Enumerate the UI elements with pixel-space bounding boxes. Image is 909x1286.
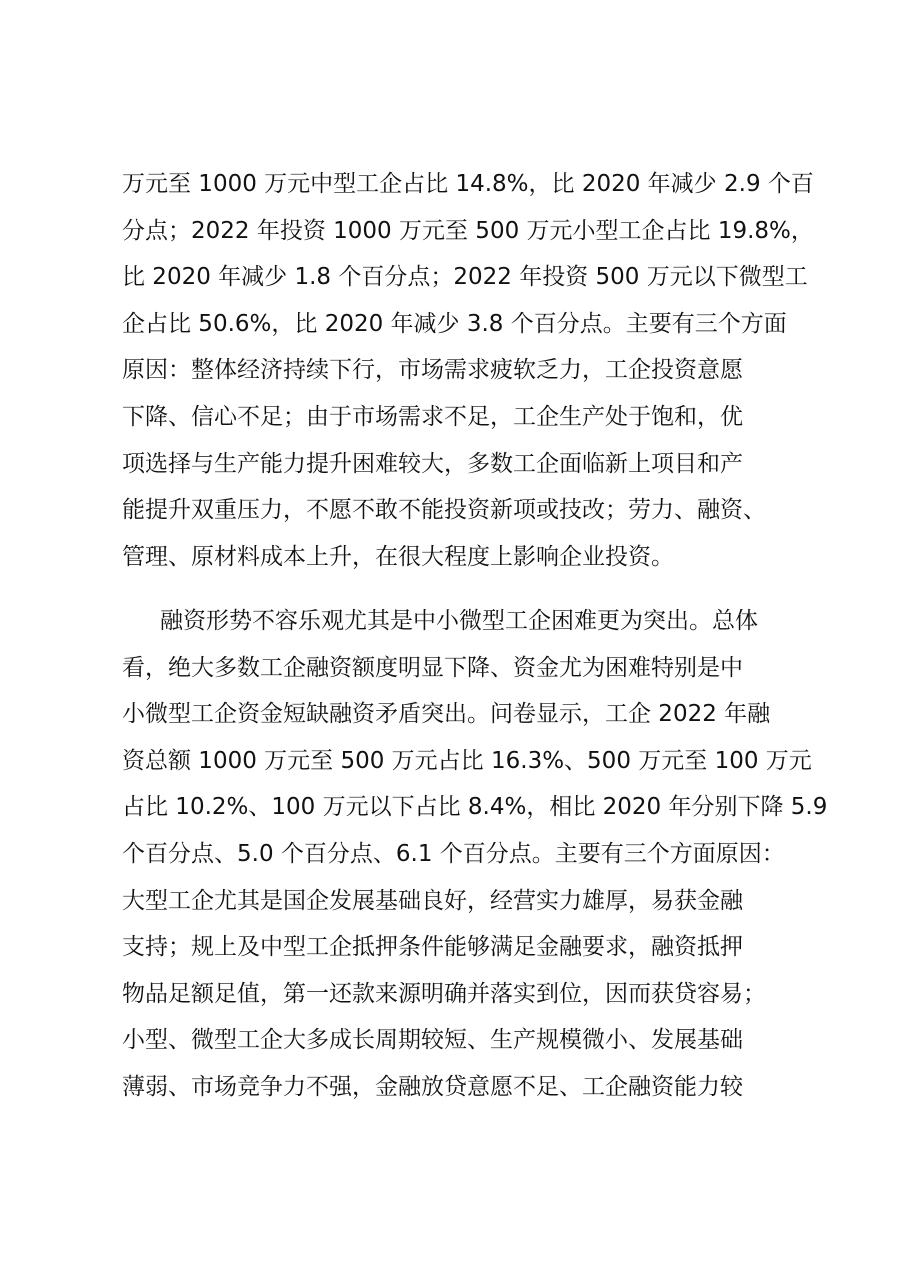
text-line: 资总额 1000 万元至 500 万元占比 16.3%、500 万元至 100 万元: [122, 747, 812, 774]
paragraph-investment: [122, 161, 812, 580]
text-line: 个百分点、5.0 个百分点、6.1 个百分点。主要有三个方面原因：: [122, 840, 785, 867]
text-line: 分点；2022 年投资 1000 万元至 500 万元小型工企占比 19.8%，: [122, 217, 814, 244]
text-line: 下降、信心不足；由于市场需求不足，工企生产处于饱和，优: [122, 403, 743, 430]
text-line: 融资形势不容乐观尤其是中小微型工企困难更为突出。总体: [160, 608, 758, 634]
text-line: 占比 10.2%、100 万元以下占比 8.4%，相比 2020 年分别下降 5.9: [122, 794, 828, 821]
text-line: 支持；规上及中型工企抵押条件能够满足金融要求，融资抵押: [122, 934, 743, 961]
text-line: 管理、原材料成本上升，在很大程度上影响企业投资。: [122, 543, 674, 570]
text-line: 比 2020 年减少 1.8 个百分点；2022 年投资 500 万元以下微型工: [122, 264, 808, 291]
text-line: 物品足额足值，第一还款来源明确并落实到位，因而获贷容易；: [122, 980, 766, 1007]
text-line: 小型、微型工企大多成长周期较短、生产规模微小、发展基础: [122, 1027, 743, 1054]
text-line: 薄弱、市场竞争力不强，金融放贷意愿不足、工企融资能力较: [122, 1073, 743, 1100]
text-line: 看，绝大多数工企融资额度明显下降、资金尤为困难特别是中: [122, 654, 743, 681]
text-line: 能提升双重压力，不愿不敢不能投资新项或技改；劳力、融资、: [122, 497, 766, 524]
text-line: 万元至 1000 万元中型工企占比 14.8%，比 2020 年减少 2.9 个百: [122, 171, 814, 197]
paragraph-financing: [122, 598, 828, 1111]
text-line: 小微型工企资金短缺融资矛盾突出。问卷显示，工企 2022 年融: [122, 701, 771, 728]
text-line: 原因：整体经济持续下行，市场需求疲软乏力，工企投资意愿: [122, 357, 743, 384]
text-line: 项选择与生产能力提升困难较大，多数工企面临新上项目和产: [122, 450, 743, 477]
text-line: 企占比 50.6%，比 2020 年减少 3.8 个百分点。主要有三个方面: [122, 310, 787, 337]
text-line: 大型工企尤其是国企发展基础良好，经营实力雄厚，易获金融: [122, 887, 743, 914]
